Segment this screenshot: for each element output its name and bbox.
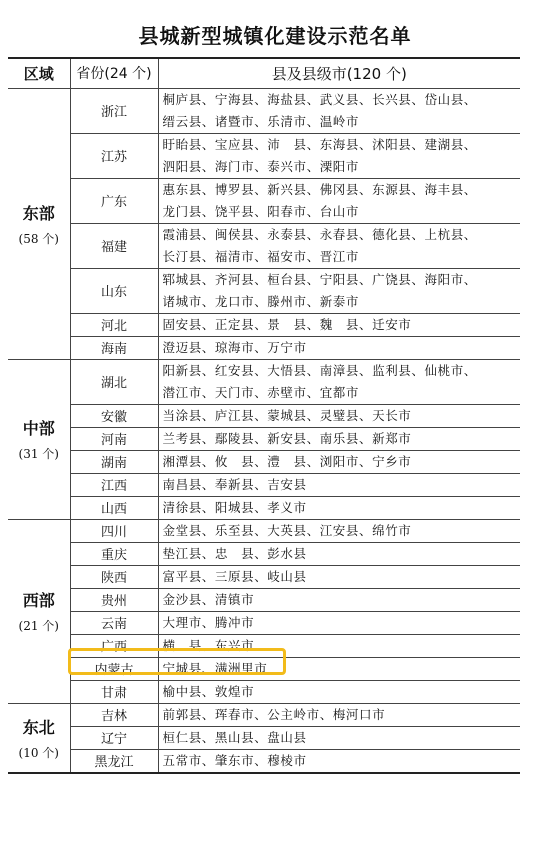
county-line: 前郭县、珲春市、公主岭市、梅河口市 bbox=[162, 706, 386, 722]
region-cell bbox=[8, 359, 70, 519]
county-list bbox=[158, 726, 520, 749]
county-line: 金沙县、清镇市 bbox=[162, 591, 255, 607]
demonstration-list-table bbox=[8, 57, 520, 774]
region-name: 东北 bbox=[22, 717, 55, 737]
table-row bbox=[8, 657, 520, 680]
county-list bbox=[158, 404, 520, 427]
table-row bbox=[8, 726, 520, 749]
header-province: 省份(24 个) bbox=[70, 58, 158, 88]
county-list bbox=[158, 680, 520, 703]
province-name: 四川 bbox=[70, 519, 158, 542]
county-list bbox=[158, 703, 520, 726]
table-row bbox=[8, 703, 520, 726]
header-row bbox=[8, 58, 520, 88]
county-line: 潜江市、天门市、赤壁市、宜都市 bbox=[162, 384, 360, 400]
county-list bbox=[158, 427, 520, 450]
table-row bbox=[8, 680, 520, 703]
county-line: 垫江县、忠 县、彭水县 bbox=[162, 545, 307, 561]
county-list bbox=[158, 359, 520, 404]
county-line: 缙云县、诸暨市、乐清市、温岭市 bbox=[162, 113, 360, 129]
table-row bbox=[8, 611, 520, 634]
province-name: 陕西 bbox=[70, 565, 158, 588]
table-row bbox=[8, 313, 520, 336]
province-name: 湖南 bbox=[70, 450, 158, 473]
province-name: 福建 bbox=[70, 223, 158, 268]
region-count: (58 个) bbox=[18, 231, 59, 246]
county-line: 金堂县、乐至县、大英县、江安县、绵竹市 bbox=[162, 522, 412, 538]
county-list bbox=[158, 657, 520, 680]
county-line: 固安县、正定县、景 县、魏 县、迁安市 bbox=[162, 316, 412, 332]
county-list bbox=[158, 496, 520, 519]
table-row bbox=[8, 223, 520, 268]
region-name: 中部 bbox=[22, 419, 55, 438]
county-list bbox=[158, 133, 520, 178]
county-line: 霞浦县、闽侯县、永泰县、永春县、德化县、上杭县、 bbox=[162, 226, 477, 242]
table-row bbox=[8, 519, 520, 542]
region-cell bbox=[8, 88, 70, 359]
province-name: 贵州 bbox=[70, 588, 158, 611]
province-name: 广东 bbox=[70, 178, 158, 223]
province-name: 内蒙古 bbox=[70, 657, 158, 680]
county-line: 富平县、三原县、岐山县 bbox=[162, 568, 307, 584]
county-line: 榆中县、敦煌市 bbox=[162, 683, 255, 699]
county-line: 横 县、东兴市 bbox=[162, 637, 255, 653]
table-row bbox=[8, 634, 520, 657]
table-row bbox=[8, 359, 520, 404]
county-line: 郓城县、齐河县、桓台县、宁阳县、广饶县、海阳市、 bbox=[162, 271, 477, 287]
county-list bbox=[158, 565, 520, 588]
header-cities: 县及县级市(120 个) bbox=[158, 58, 520, 88]
county-line: 兰考县、鄢陵县、新安县、南乐县、新郑市 bbox=[162, 430, 412, 446]
table-row bbox=[8, 542, 520, 565]
county-list bbox=[158, 313, 520, 336]
province-name: 河北 bbox=[70, 313, 158, 336]
county-line: 宁城县、满洲里市 bbox=[162, 660, 268, 676]
table-row bbox=[8, 404, 520, 427]
province-name: 辽宁 bbox=[70, 726, 158, 749]
province-name: 河南 bbox=[70, 427, 158, 450]
province-name: 广西 bbox=[70, 634, 158, 657]
table-row bbox=[8, 133, 520, 178]
county-line: 澄迈县、琼海市、万宁市 bbox=[162, 339, 307, 355]
county-line: 大理市、腾冲市 bbox=[162, 614, 255, 630]
county-list bbox=[158, 178, 520, 223]
province-name: 安徽 bbox=[70, 404, 158, 427]
county-list bbox=[158, 542, 520, 565]
county-line: 桐庐县、宁海县、海盐县、武义县、长兴县、岱山县、 bbox=[162, 91, 477, 107]
county-list bbox=[158, 634, 520, 657]
province-name: 吉林 bbox=[70, 703, 158, 726]
table-row bbox=[8, 178, 520, 223]
region-count: (31 个) bbox=[18, 447, 59, 461]
county-list bbox=[158, 450, 520, 473]
province-name: 云南 bbox=[70, 611, 158, 634]
county-line: 诸城市、龙口市、滕州市、新泰市 bbox=[162, 293, 360, 309]
province-name: 山东 bbox=[70, 268, 158, 313]
province-name: 甘肃 bbox=[70, 680, 158, 703]
region-count: (10 个) bbox=[18, 745, 59, 760]
province-name: 浙江 bbox=[70, 88, 158, 133]
province-name: 黑龙江 bbox=[70, 749, 158, 773]
province-name: 重庆 bbox=[70, 542, 158, 565]
county-line: 盱眙县、宝应县、沛 县、东海县、沭阳县、建湖县、 bbox=[162, 136, 477, 152]
county-line: 桓仁县、黑山县、盘山县 bbox=[162, 729, 307, 745]
county-list bbox=[158, 268, 520, 313]
table-row bbox=[8, 496, 520, 519]
county-list bbox=[158, 519, 520, 542]
region-count: (21 个) bbox=[18, 619, 59, 633]
table-row bbox=[8, 450, 520, 473]
county-line: 惠东县、博罗县、新兴县、佛冈县、东源县、海丰县、 bbox=[162, 181, 477, 197]
table-row bbox=[8, 588, 520, 611]
county-list bbox=[158, 223, 520, 268]
region-name: 西部 bbox=[22, 591, 55, 610]
table-body bbox=[8, 88, 520, 773]
county-line: 南昌县、奉新县、吉安县 bbox=[162, 476, 307, 492]
county-line: 阳新县、红安县、大悟县、南漳县、监利县、仙桃市、 bbox=[162, 362, 477, 378]
table-row bbox=[8, 268, 520, 313]
county-line: 湘潭县、攸 县、澧 县、浏阳市、宁乡市 bbox=[162, 453, 412, 469]
county-list bbox=[158, 588, 520, 611]
header-region: 区域 bbox=[8, 58, 70, 88]
table-row bbox=[8, 473, 520, 496]
county-line: 龙门县、饶平县、阳春市、台山市 bbox=[162, 203, 360, 219]
page-title: 县城新型城镇化建设示范名单 bbox=[138, 24, 412, 48]
region-cell bbox=[8, 519, 70, 703]
province-name: 海南 bbox=[70, 336, 158, 359]
table-row bbox=[8, 565, 520, 588]
table-row bbox=[8, 88, 520, 133]
province-name: 山西 bbox=[70, 496, 158, 519]
province-name: 江苏 bbox=[70, 133, 158, 178]
county-line: 泗阳县、海门市、泰兴市、溧阳市 bbox=[162, 158, 360, 174]
county-line: 当涂县、庐江县、蒙城县、灵璧县、天长市 bbox=[162, 407, 412, 423]
table-row bbox=[8, 427, 520, 450]
region-name: 东部 bbox=[22, 203, 55, 223]
province-name: 江西 bbox=[70, 473, 158, 496]
county-list bbox=[158, 473, 520, 496]
county-line: 五常市、肇东市、穆棱市 bbox=[162, 752, 307, 768]
county-line: 长汀县、福清市、福安市、晋江市 bbox=[162, 248, 360, 264]
province-name: 湖北 bbox=[70, 359, 158, 404]
county-list bbox=[158, 88, 520, 133]
county-list bbox=[158, 336, 520, 359]
county-line: 清徐县、阳城县、孝义市 bbox=[162, 499, 307, 515]
table-row bbox=[8, 336, 520, 359]
county-list bbox=[158, 611, 520, 634]
region-cell bbox=[8, 703, 70, 773]
county-list bbox=[158, 749, 520, 773]
table-row bbox=[8, 749, 520, 773]
